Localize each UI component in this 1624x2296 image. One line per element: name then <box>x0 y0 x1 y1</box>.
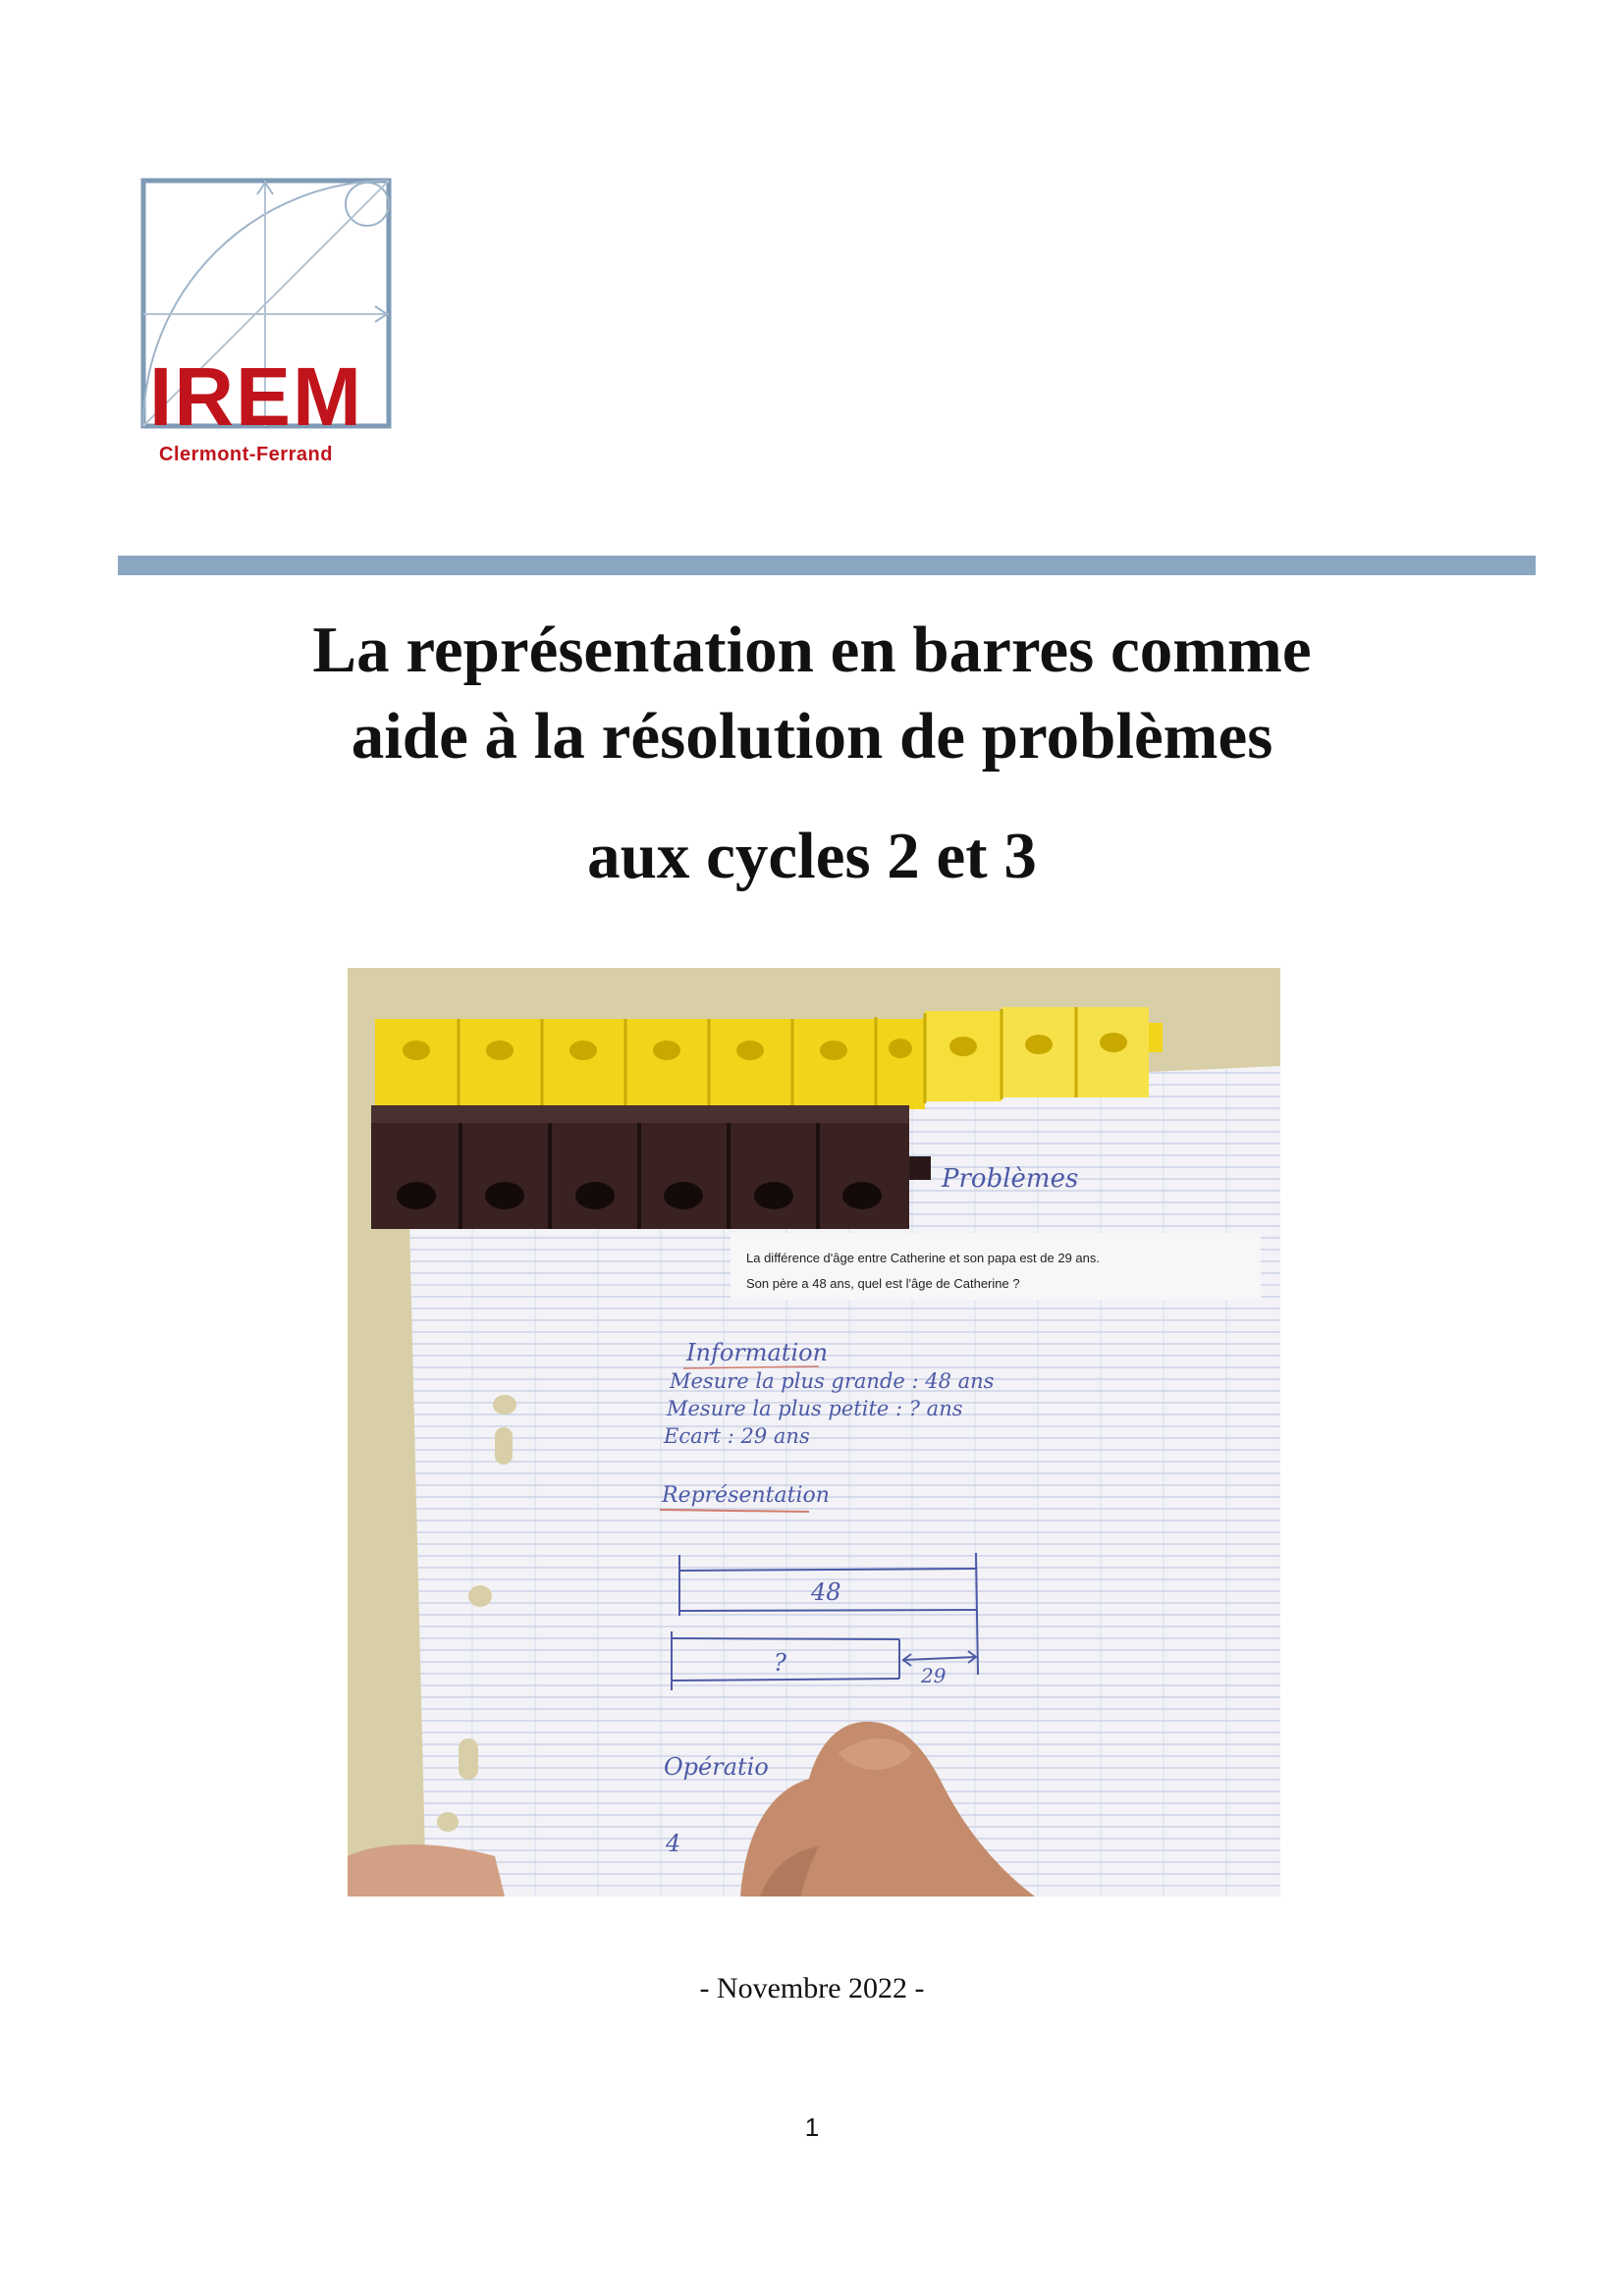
problem-line-2: Son père a 48 ans, quel est l'âge de Catherine ? <box>746 1276 1020 1291</box>
info-line-3: Ecart : 29 ans <box>664 1424 810 1448</box>
document-title <box>0 607 1624 779</box>
logo-wordmark: IREM <box>149 350 363 443</box>
operation-digit: 4 <box>666 1830 681 1857</box>
irem-logo <box>120 167 414 471</box>
bar-gap-label: 29 <box>921 1664 947 1687</box>
page-number: 1 <box>804 2112 820 2142</box>
photo-heading: Problèmes <box>942 1164 1079 1194</box>
brown-cubes <box>371 1105 931 1229</box>
bar-small-label: ? <box>774 1649 786 1677</box>
notebook-photo <box>348 968 1280 1896</box>
cover-photo <box>348 968 1280 1896</box>
logo-city: Clermont-Ferrand <box>159 444 333 465</box>
info-line-2: Mesure la plus petite : ? ans <box>667 1397 963 1420</box>
document-subtitle: aux cycles 2 et 3 <box>587 820 1037 892</box>
info-line-1: Mesure la plus grande : 48 ans <box>670 1369 995 1393</box>
publication-date: - Novembre 2022 - <box>699 1972 925 2004</box>
title-line-2: aide à la résolution de problèmes <box>351 700 1273 773</box>
title-line-1: La représentation en barres comme <box>312 614 1312 686</box>
bar-big-label: 48 <box>811 1578 841 1606</box>
problem-line-1: La différence d'âge entre Catherine et son papa est de 29 ans. <box>746 1251 1101 1265</box>
header-rule <box>118 556 1536 575</box>
yellow-cubes <box>375 1007 1163 1109</box>
info-title: Information <box>686 1339 829 1366</box>
operation-title: Opératio <box>664 1753 769 1781</box>
representation-title: Représentation <box>662 1483 830 1508</box>
